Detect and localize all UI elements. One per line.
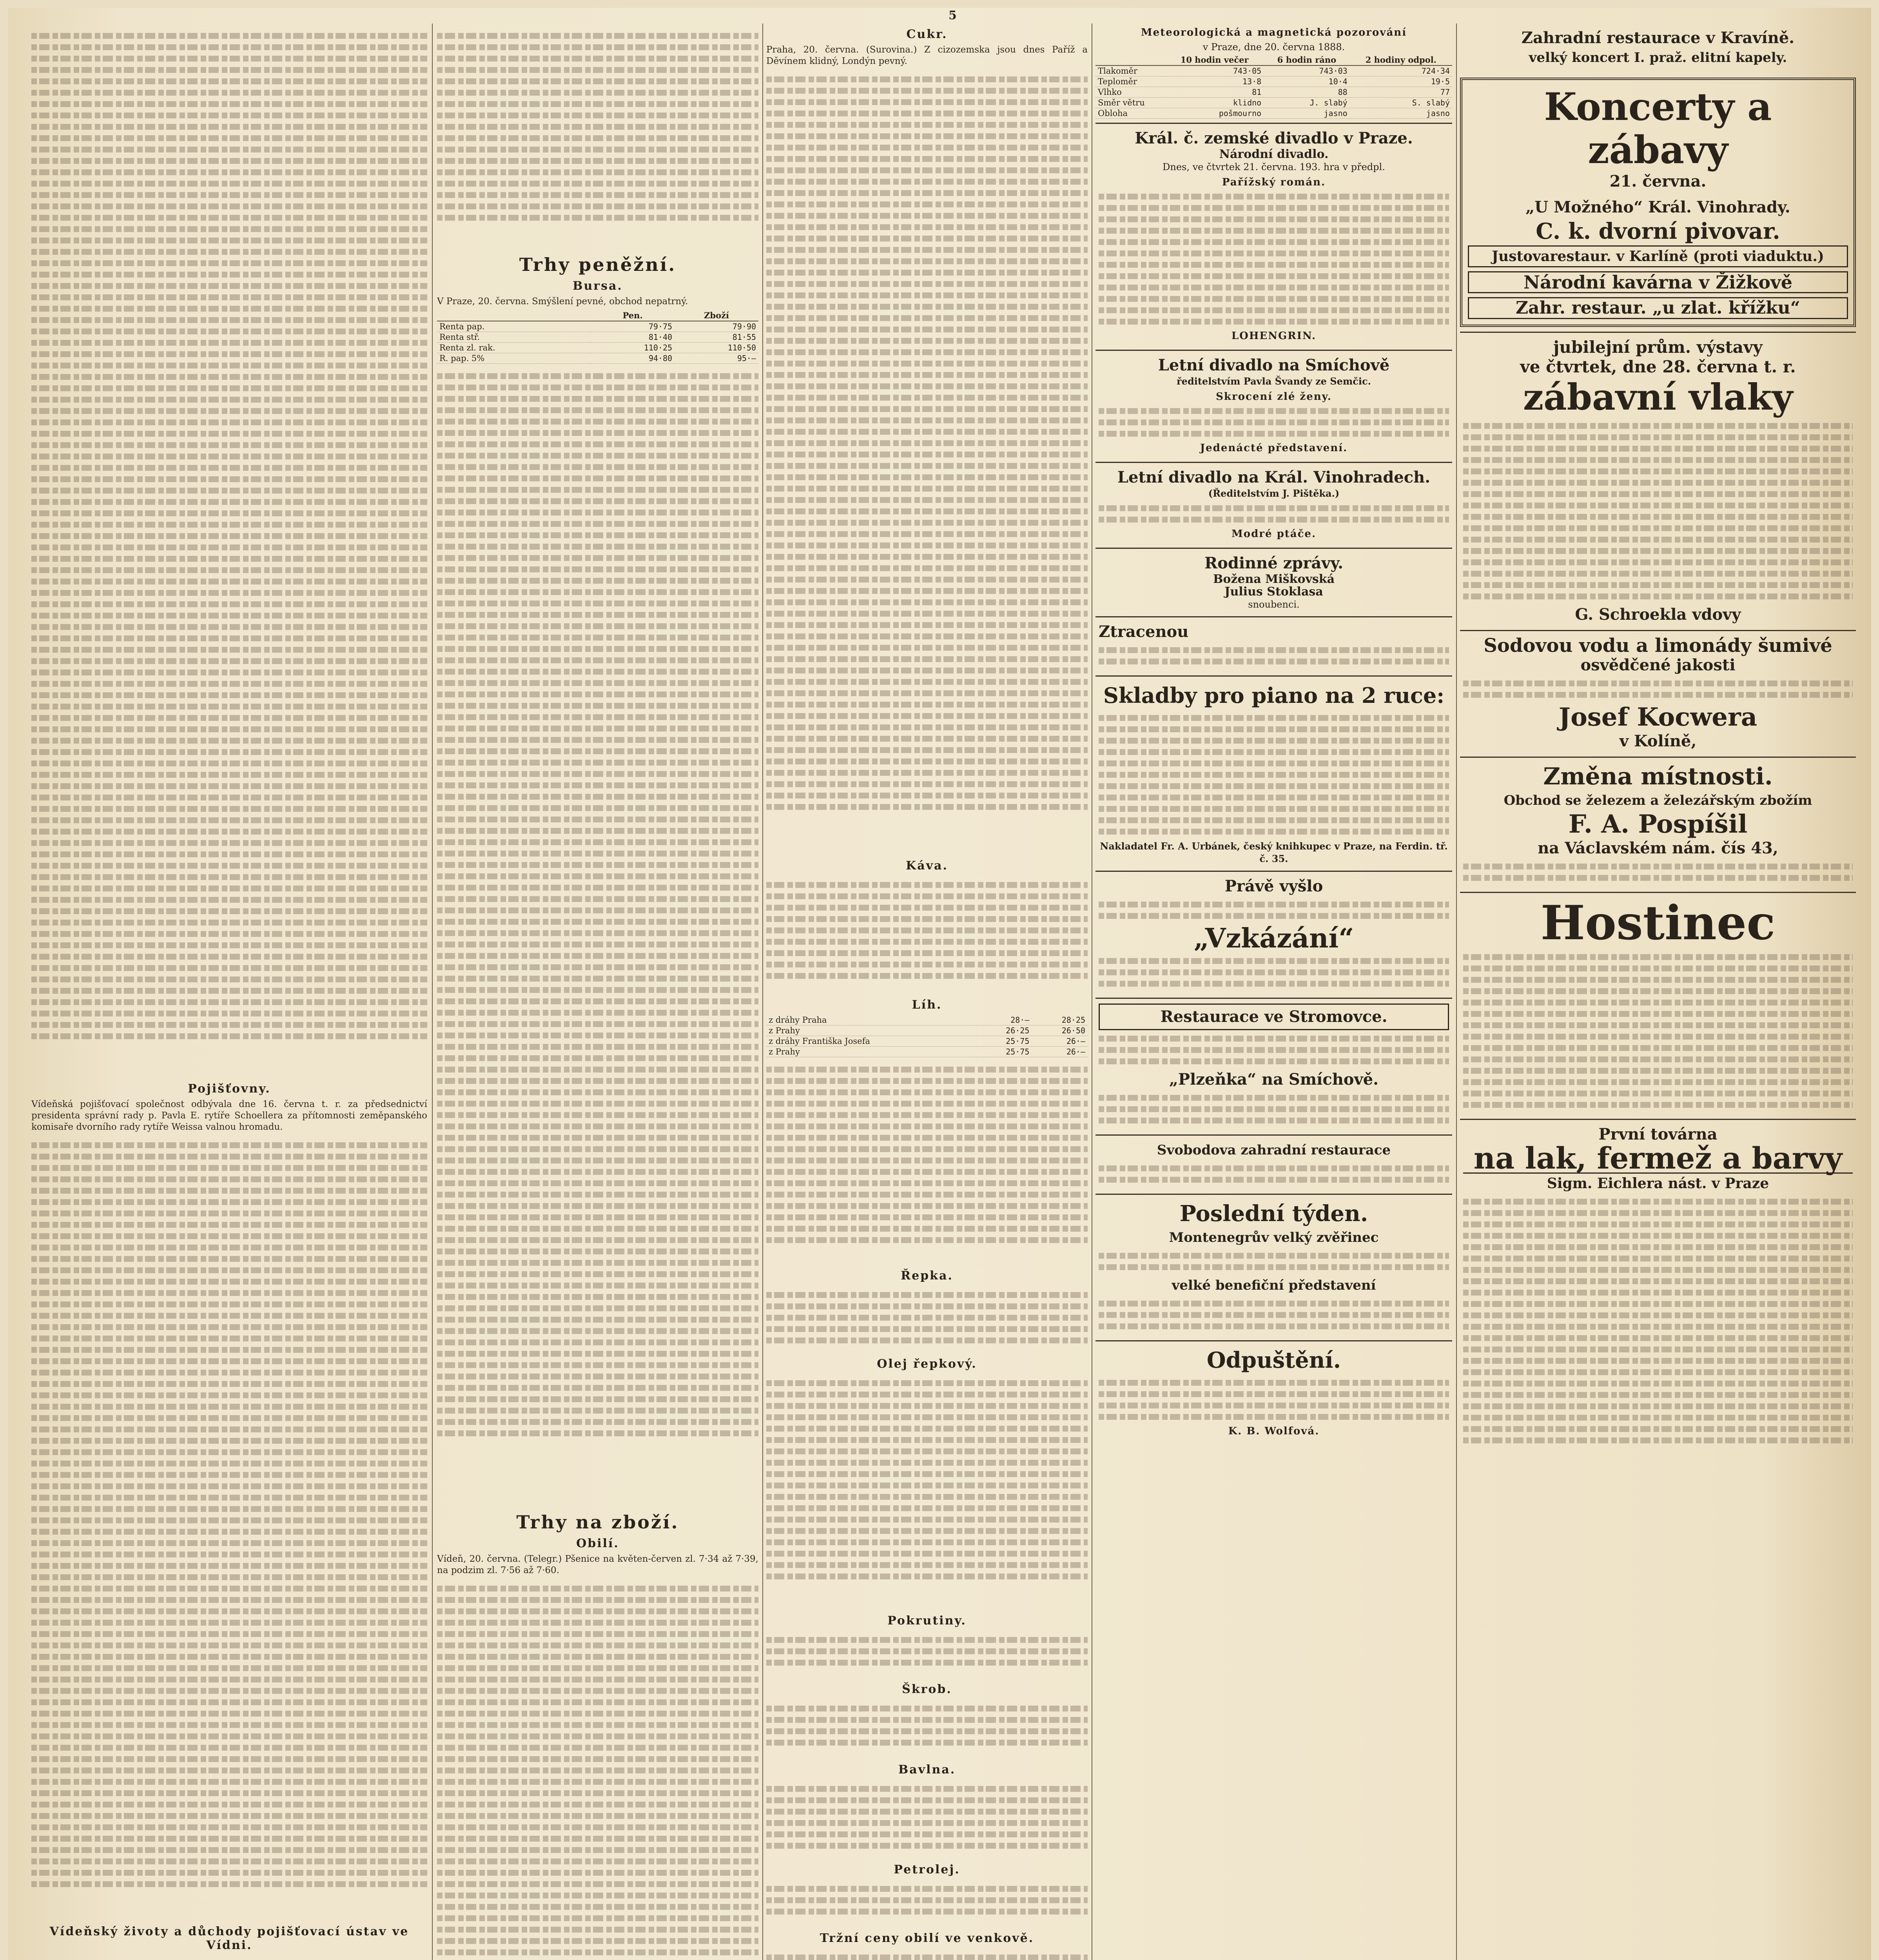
section-subheading: Obilí. (576, 1537, 619, 1550)
column-rule (762, 24, 763, 1960)
page-number: 5 (949, 9, 957, 22)
section-heading: Petrolej. (894, 1863, 960, 1877)
article-text: Praha, 20. června. (Surovina.) Z cizozemska jsou dnes Paříž a Děvínem klidný, Londýn pevný. (766, 45, 1088, 66)
ad-piano-scores: Skladby pro piano na 2 ruce: Nakladatel Fr. A. Urbánek, český knihkupec v Praze, na Ferdin. tř. č. 35. (1095, 675, 1452, 871)
text-block (766, 1375, 1088, 1610)
table-row: z Prahy 26·25 26·50 (766, 1025, 1088, 1036)
column-rule (432, 24, 433, 1960)
ad-varnish-factory: První továrna na lak, fermež a barvy Sigm. Eichlera nást. v Praze (1460, 1119, 1856, 1454)
text-block (31, 27, 427, 1078)
column-rule (1456, 24, 1457, 1960)
article-text: V Praze, 20. června. Smýšlení pevné, obchod nepatrný. (437, 296, 688, 307)
text-block (766, 71, 1088, 855)
section-heading: Pojišťovny. (188, 1082, 271, 1096)
section-heading: Trhy na zboží. (516, 1512, 679, 1533)
text-block (31, 1137, 427, 1921)
table-row: Renta stř. 81·40 81·55 (437, 332, 758, 343)
text-block (766, 1632, 1088, 1679)
table-row: Směr větru klidno J. slabý S. slabý (1095, 98, 1452, 108)
ad-exhibition-trains: jubilejní prům. výstavy ve čtvrtek, dne 28. června t. r. zábavní vlaky G. Schroekla vdovy (1460, 332, 1856, 630)
section-heading: Bavlna. (898, 1763, 956, 1777)
section-heading: Káva. (906, 859, 948, 873)
table-row: Obloha pošmourno jasno jasno (1095, 108, 1452, 119)
section-heading: Tržní ceny obilí ve venkově. (820, 1931, 1034, 1945)
ad-soda-water: Sodovou vodu a limonády šumivé osvědčené jakosti Josef Kocwera v Kolíně, (1460, 630, 1856, 757)
section-heading: Cukr. (906, 27, 948, 41)
column-2 (437, 24, 758, 1960)
column-1 (31, 24, 427, 1960)
section-heading: Líh. (912, 998, 942, 1012)
table-row: Tlakoměr 743·05 743·03 724·34 (1095, 65, 1452, 76)
text-block (766, 877, 1088, 994)
column-3 (766, 24, 1088, 1960)
table-header: Pen. (591, 310, 675, 321)
text-block (437, 368, 758, 1504)
text-block (31, 1956, 427, 1960)
rates-table (437, 310, 758, 364)
text-block (766, 1880, 1088, 1927)
text-block (766, 1287, 1088, 1353)
section-heading: Pokrutiny. (887, 1614, 967, 1628)
section-subheading: Bursa. (573, 279, 623, 293)
theatre-listing: Král. č. zemské divadlo v Praze. Národní divadlo. Dnes, ve čtvrtek 21. června. 193. hra v předpl. Pařížský román. LOHENGRIN. (1095, 123, 1452, 350)
text-block (766, 1061, 1088, 1265)
table-row: Vlhko 81 88 77 (1095, 87, 1452, 98)
text-block (766, 1700, 1088, 1759)
newspaper-page (8, 8, 1871, 1960)
table-row: Renta pap. 79·75 79·90 (437, 321, 758, 332)
section-heading: Řepka. (901, 1269, 953, 1283)
ad-apology: Odpuštění. K. B. Wolfová. (1095, 1340, 1452, 1445)
meteo-title: Meteorologická a magnetická pozorování (1141, 27, 1407, 38)
table-row: Teploměr 13·8 10·4 19·5 (1095, 76, 1452, 87)
table-row: z Prahy 25·75 26·— (766, 1047, 1088, 1057)
ad-inn: Hostinec (1460, 892, 1856, 1119)
ad-svoboda-restaurant: Svobodova zahradní restaurace (1095, 1134, 1452, 1194)
text-block (766, 1780, 1088, 1859)
section-heading: Trhy peněžní. (519, 254, 677, 275)
ad-relocation: Změna místnosti. Obchod se železem a železářským zbožím F. A. Pospíšil na Václavském nám. čís 43, (1460, 757, 1856, 892)
table-row: R. pap. 5% 94·80 95·— (437, 353, 758, 364)
section-heading: Vídeňský životy a důchody pojišťovací ústav ve Vídni. (49, 1925, 409, 1952)
column-5 (1460, 24, 1856, 1960)
ad-stromovka: Restaurace ve Stromovce. „Plzeňka“ na Smíchově. (1095, 998, 1452, 1134)
article-text: Vídeň, 20. června. (Telegr.) Pšenice na květen-červen zl. 7·34 až 7·39, na podzim zl. 7·56 až 7·60. (437, 1554, 758, 1575)
family-news: Rodinné zprávy. Božena Miškovská Julius Stoklasa snoubenci. (1095, 548, 1452, 616)
ad-new-release: Právě vyšlo „Vzkázání“ (1095, 871, 1452, 998)
section-heading: Olej řepkový. (877, 1357, 977, 1371)
section-heading: Škrob. (902, 1682, 952, 1696)
ad-vinohrady-theatre: Letní divadlo na Král. Vinohradech. (Ředitelstvím J. Pištěka.) Modré ptáče. (1095, 462, 1452, 548)
ad-smichov-theatre: Letní divadlo na Smíchově ředitelstvím Pavla Švandy ze Semčic. Skrocení zlé ženy. Jedenácté představení. (1095, 350, 1452, 462)
article-text: Vídeňská pojišťovací společnost odbývala dne 16. června t. r. za předsednictví presidenta správní rady p. Pavla E. rytíře Schoellera za přítomnosti zeměpanského komisaře dvorního rady rytíře Weissa valnou hromadu. (31, 1099, 427, 1132)
table-row: z dráhy Praha 28·— 28·25 (766, 1015, 1088, 1025)
table-header: Zboží (675, 310, 758, 321)
concerts-box: Koncerty a zábavy 21. června. „U Možného“ Král. Vinohrady. C. k. dvorní pivovar. Justovarestaur. v Karlíně (proti viaduktu.) Národní kavárna v Žižkově Zahr. restaur. „u zlat. křížku“ (1460, 78, 1856, 327)
ad-menagerie: Poslední týden. Montenegrův velký zvěřinec velké benefiční představení (1095, 1194, 1452, 1340)
text-block (766, 1949, 1088, 1960)
ad-kravin: Zahradní restaurace v Kravíně. velký koncert I. praž. elitní kapely. (1521, 29, 1795, 65)
text-block (437, 1580, 758, 1960)
column-4 (1095, 24, 1452, 1960)
meteo-subtitle: v Praze, dne 20. června 1888. (1202, 42, 1345, 53)
ad-lost: Ztracenou (1095, 616, 1452, 675)
table-row: Renta zl. rak. 110·25 110·50 (437, 343, 758, 353)
meteo-table: 10 hodin večer 6 hodin ráno 2 hodiny odpol. Tlakoměr 743·05 743·03 724·34 Teploměr 13·8 10·4 19·5 Vlhko 81 88 77 Směr větru klidno J. slabý S. slabý Obloha pošmourno jasno jasno (1095, 55, 1452, 119)
text-block (437, 27, 758, 247)
table-row: z dráhy Františka Josefa 25·75 26·— (766, 1036, 1088, 1047)
lih-table (766, 1015, 1088, 1057)
